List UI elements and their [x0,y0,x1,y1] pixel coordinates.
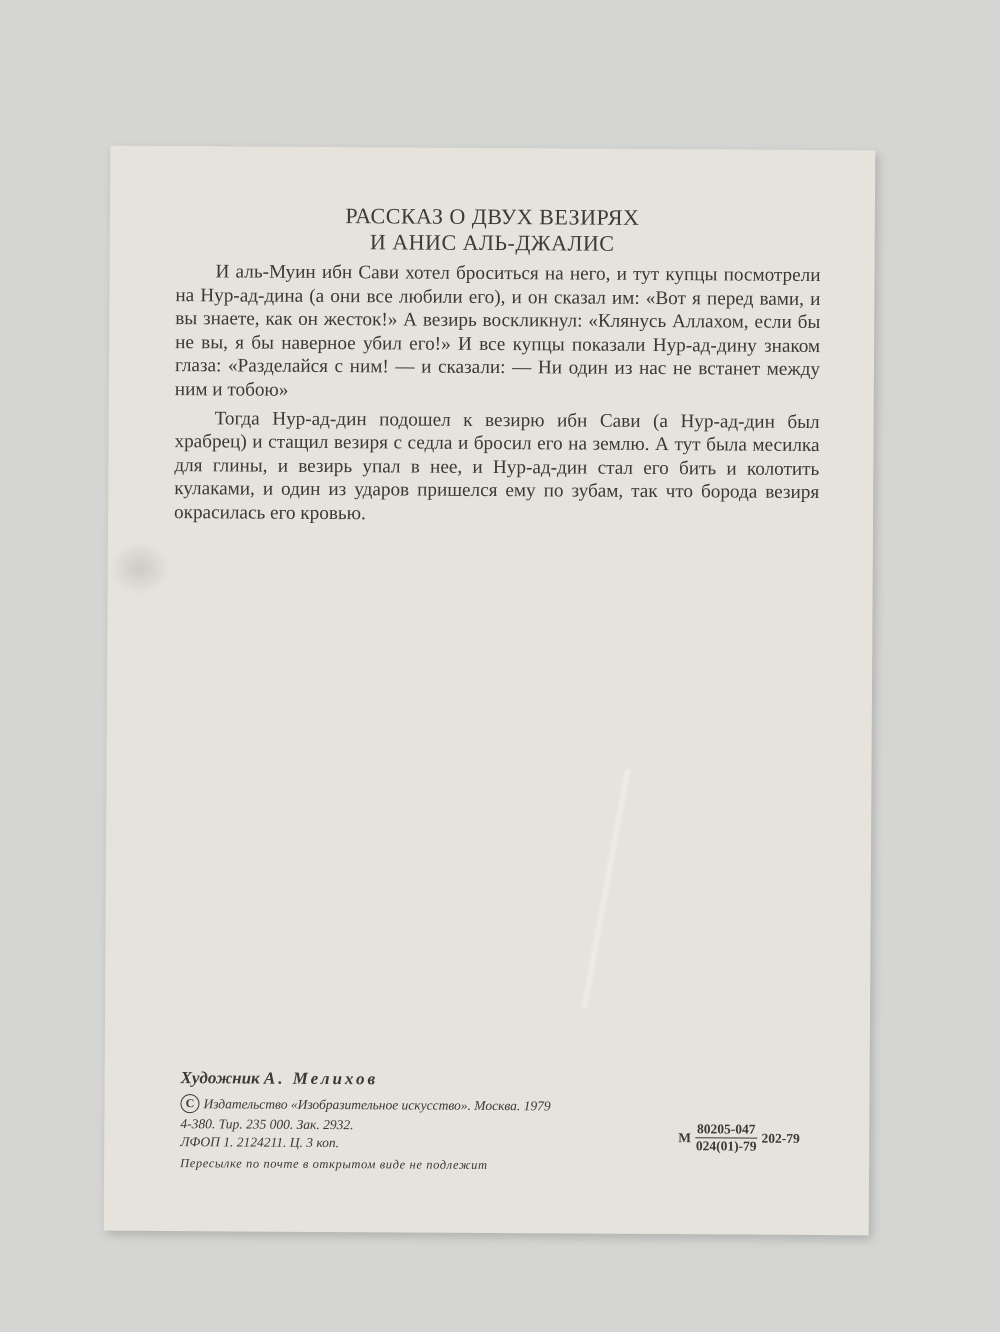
story-paragraph-2: Тогда Нур-ад-дин подошел к везирю ибн Сави (а Нур-ад-дин был храбрец) и стащил везиря с седла и бросил его на землю. А тут была месилка для глины, и везирь упал в нее, и Нур-ад-дин стал его бить и колотить кулаками, и один из ударов пришелся ему по зубам, так что борода везиря окрасилась его кровью. [174,407,820,525]
print-info-line-1: 4-380. Тир. 235 000. Зак. 2932. [180,1116,354,1133]
copyright-icon: C [180,1094,199,1113]
index-suffix: 202-79 [761,1130,800,1146]
print-info-line-2: ЛФОП 1. 2124211. Ц. 3 коп. [180,1134,340,1151]
index-fraction [695,1121,758,1154]
story-title [110,202,875,259]
postcard-back [104,146,876,1236]
index-denominator: 024(01)-79 [695,1138,757,1154]
ink-smudge [110,541,170,596]
index-numerator: 80205-047 [695,1121,758,1138]
artist-name: А. Мелихов [263,1068,379,1089]
artist-credit [181,1068,379,1089]
story-text [174,260,821,533]
publisher-text: Издательство «Изобразительное искусство». Москва. 1979 [203,1095,551,1113]
index-prefix: М [678,1129,692,1145]
title-line-2: И АНИС АЛЬ-ДЖАЛИС [369,229,615,256]
story-paragraph-1: И аль-Муин ибн Сави хотел броситься на него, и тут купцы посмотрели на Нур-ад-дина (а они все любили его), и он сказал им: «Вот я перед вами, и вы знаете, как он жесток!» А везирь воскликнул: «Клянусь Аллахом, если бы не вы, я бы наверное убил его!» И все купцы показали Нур-ад-дину знаком глаза: «Разделайся с ним! — и сказали: — Ни один из нас не встанет между ним и тобою» [174,261,821,401]
artist-label: Художник [180,1068,260,1088]
catalog-index [678,1121,800,1155]
title-line-1: РАССКАЗ О ДВУХ ВЕЗИРЯХ [345,203,640,230]
mailing-notice: Пересылке по почте в открытом виде не подлежит [180,1156,488,1172]
publisher-line [180,1094,550,1115]
paper-crease [575,769,636,1009]
